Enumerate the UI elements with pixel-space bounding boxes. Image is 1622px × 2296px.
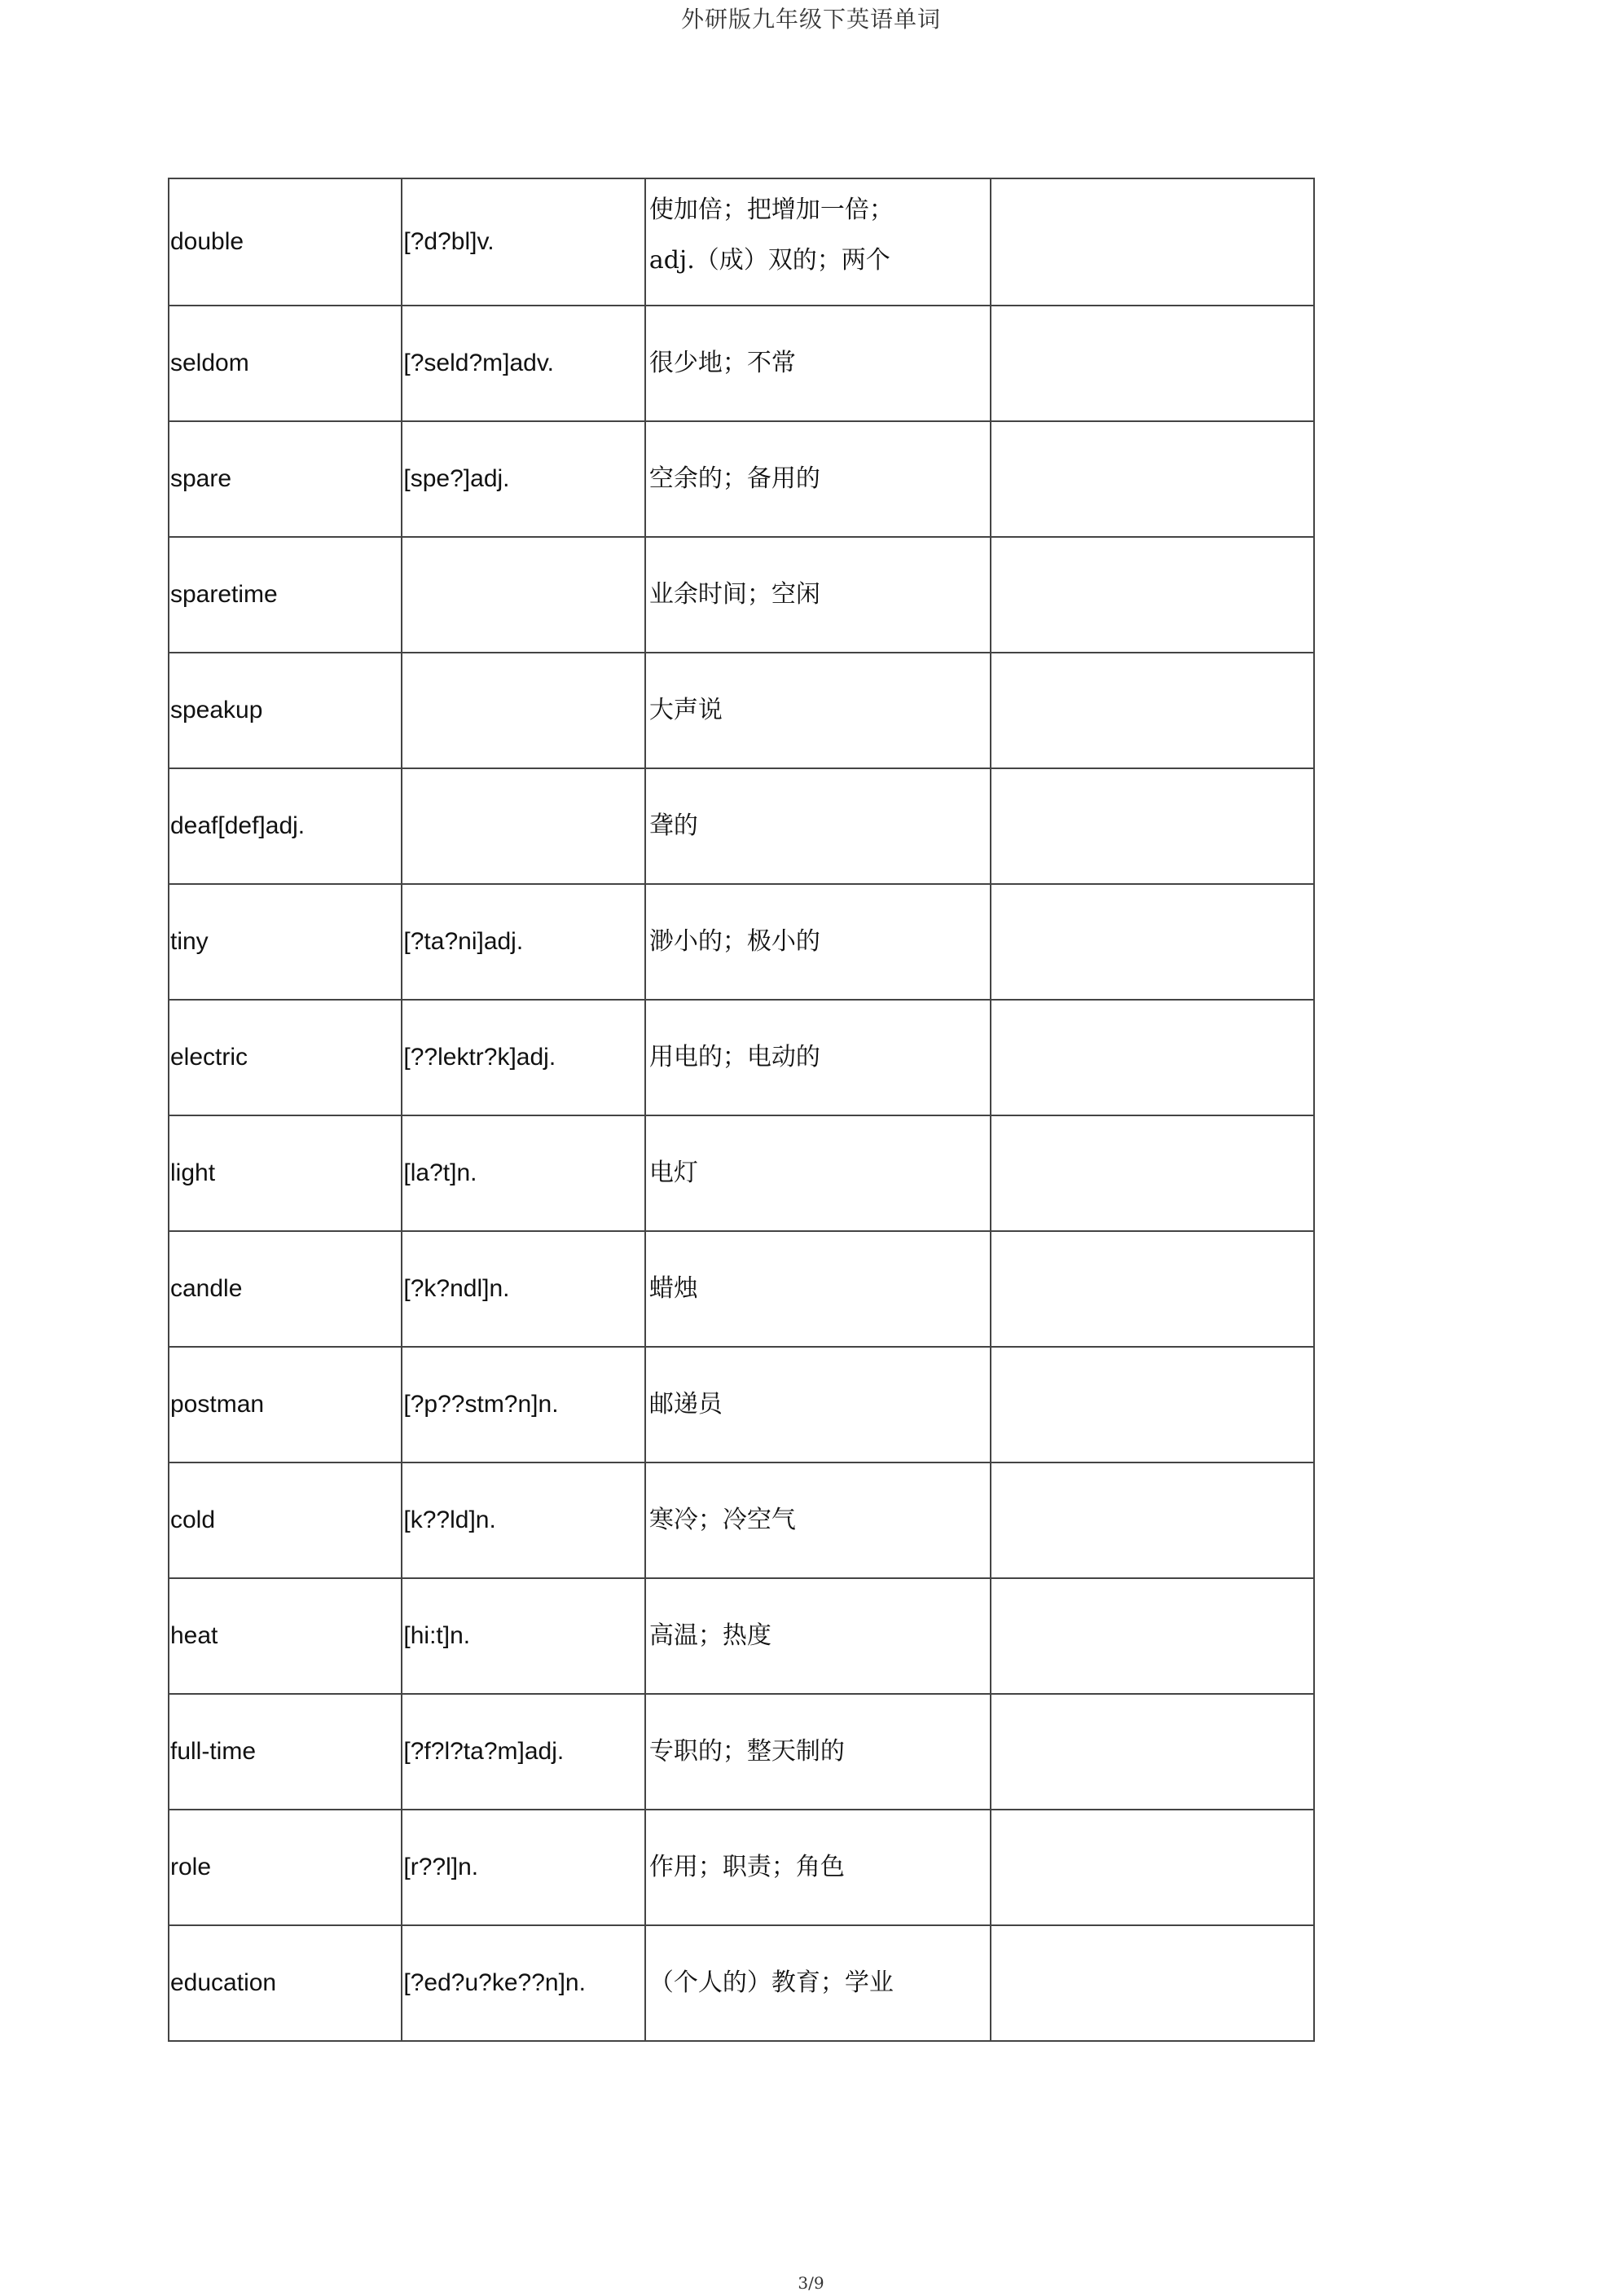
phonetic-cell: [?ta?ni]adj. [402, 884, 644, 1000]
note-cell [991, 884, 1314, 1000]
meaning-line: 聋的 [648, 812, 698, 840]
word-cell: electric [169, 1000, 402, 1115]
meaning-line: 渺小的；极小的 [648, 927, 820, 956]
vocabulary-table [168, 178, 1315, 2042]
meaning-line: adj.（成）双的；两个 [648, 246, 890, 275]
phonetic-cell: [?p??stm?n]n. [402, 1347, 644, 1462]
note-cell [991, 178, 1314, 306]
meaning-cell [645, 1462, 991, 1578]
note-cell [991, 306, 1314, 421]
note-cell [991, 421, 1314, 537]
table-row [169, 1231, 1314, 1347]
page-number: 3/9 [798, 2273, 824, 2293]
meaning-line: （个人的）教育；学业 [648, 1968, 894, 1997]
note-cell [991, 1462, 1314, 1578]
vocabulary-table-body [169, 178, 1314, 2041]
phonetic-cell: [?ed?u?ke??n]n. [402, 1925, 644, 2041]
meaning-cell [645, 537, 991, 653]
meaning-line: 高温；热度 [648, 1621, 771, 1650]
table-row [169, 1810, 1314, 1925]
note-cell [991, 537, 1314, 653]
table-row [169, 1115, 1314, 1231]
meaning-line: 电灯 [648, 1159, 698, 1187]
note-cell [991, 1347, 1314, 1462]
meaning-line: 使加倍；把增加一倍； [648, 196, 894, 224]
note-cell [991, 1000, 1314, 1115]
phonetic-cell: [spe?]adj. [402, 421, 644, 537]
word-cell: full-time [169, 1694, 402, 1810]
meaning-line: 用电的；电动的 [648, 1043, 820, 1071]
word-cell: light [169, 1115, 402, 1231]
table-row [169, 768, 1314, 884]
table-row [169, 537, 1314, 653]
meaning-cell [645, 1810, 991, 1925]
table-row [169, 1578, 1314, 1694]
meaning-cell [645, 768, 991, 884]
meaning-line: 寒冷；冷空气 [648, 1506, 796, 1534]
phonetic-cell [402, 537, 644, 653]
note-cell [991, 653, 1314, 768]
word-cell: seldom [169, 306, 402, 421]
word-cell: postman [169, 1347, 402, 1462]
word-cell: spare [169, 421, 402, 537]
phonetic-cell: [??lektr?k]adj. [402, 1000, 644, 1115]
phonetic-cell: [la?t]n. [402, 1115, 644, 1231]
phonetic-cell [402, 653, 644, 768]
meaning-cell [645, 306, 991, 421]
table-row [169, 306, 1314, 421]
word-cell: double [169, 178, 402, 306]
meaning-cell [645, 1115, 991, 1231]
word-cell: sparetime [169, 537, 402, 653]
phonetic-cell [402, 768, 644, 884]
note-cell [991, 1694, 1314, 1810]
word-cell: role [169, 1810, 402, 1925]
meaning-cell [645, 1694, 991, 1810]
word-cell: speakup [169, 653, 402, 768]
phonetic-cell: [?seld?m]adv. [402, 306, 644, 421]
meaning-cell [645, 1231, 991, 1347]
meaning-line: 很少地；不常 [648, 349, 796, 377]
note-cell [991, 768, 1314, 884]
phonetic-cell: [k??ld]n. [402, 1462, 644, 1578]
table-row [169, 884, 1314, 1000]
meaning-cell [645, 178, 991, 306]
meaning-line: 大声说 [648, 696, 723, 724]
meaning-cell [645, 1925, 991, 2041]
word-cell: candle [169, 1231, 402, 1347]
note-cell [991, 1115, 1314, 1231]
meaning-cell [645, 884, 991, 1000]
table-row [169, 653, 1314, 768]
meaning-line: 作用；职责；角色 [648, 1853, 845, 1881]
meaning-cell [645, 1347, 991, 1462]
table-row [169, 1694, 1314, 1810]
word-cell: education [169, 1925, 402, 2041]
word-cell: deaf[def]adj. [169, 768, 402, 884]
meaning-line: 蜡烛 [648, 1274, 698, 1303]
page-title: 外研版九年级下英语单词 [680, 6, 941, 33]
meaning-line: 业余时间；空闲 [648, 580, 820, 609]
meaning-cell [645, 1000, 991, 1115]
note-cell [991, 1810, 1314, 1925]
table-row [169, 421, 1314, 537]
note-cell [991, 1578, 1314, 1694]
phonetic-cell: [?d?bl]v. [402, 178, 644, 306]
meaning-line: 空余的；备用的 [648, 464, 820, 493]
meaning-cell [645, 421, 991, 537]
note-cell [991, 1231, 1314, 1347]
phonetic-cell: [hi:t]n. [402, 1578, 644, 1694]
meaning-cell [645, 653, 991, 768]
word-cell: heat [169, 1578, 402, 1694]
word-cell: cold [169, 1462, 402, 1578]
phonetic-cell: [?k?ndl]n. [402, 1231, 644, 1347]
meaning-line: 专职的；整天制的 [648, 1737, 845, 1766]
table-row [169, 1925, 1314, 2041]
table-row [169, 1462, 1314, 1578]
word-cell: tiny [169, 884, 402, 1000]
note-cell [991, 1925, 1314, 2041]
meaning-cell [645, 1578, 991, 1694]
meaning-line: 邮递员 [648, 1390, 723, 1419]
table-row [169, 178, 1314, 306]
table-row [169, 1000, 1314, 1115]
phonetic-cell: [?f?l?ta?m]adj. [402, 1694, 644, 1810]
phonetic-cell: [r??l]n. [402, 1810, 644, 1925]
table-row [169, 1347, 1314, 1462]
